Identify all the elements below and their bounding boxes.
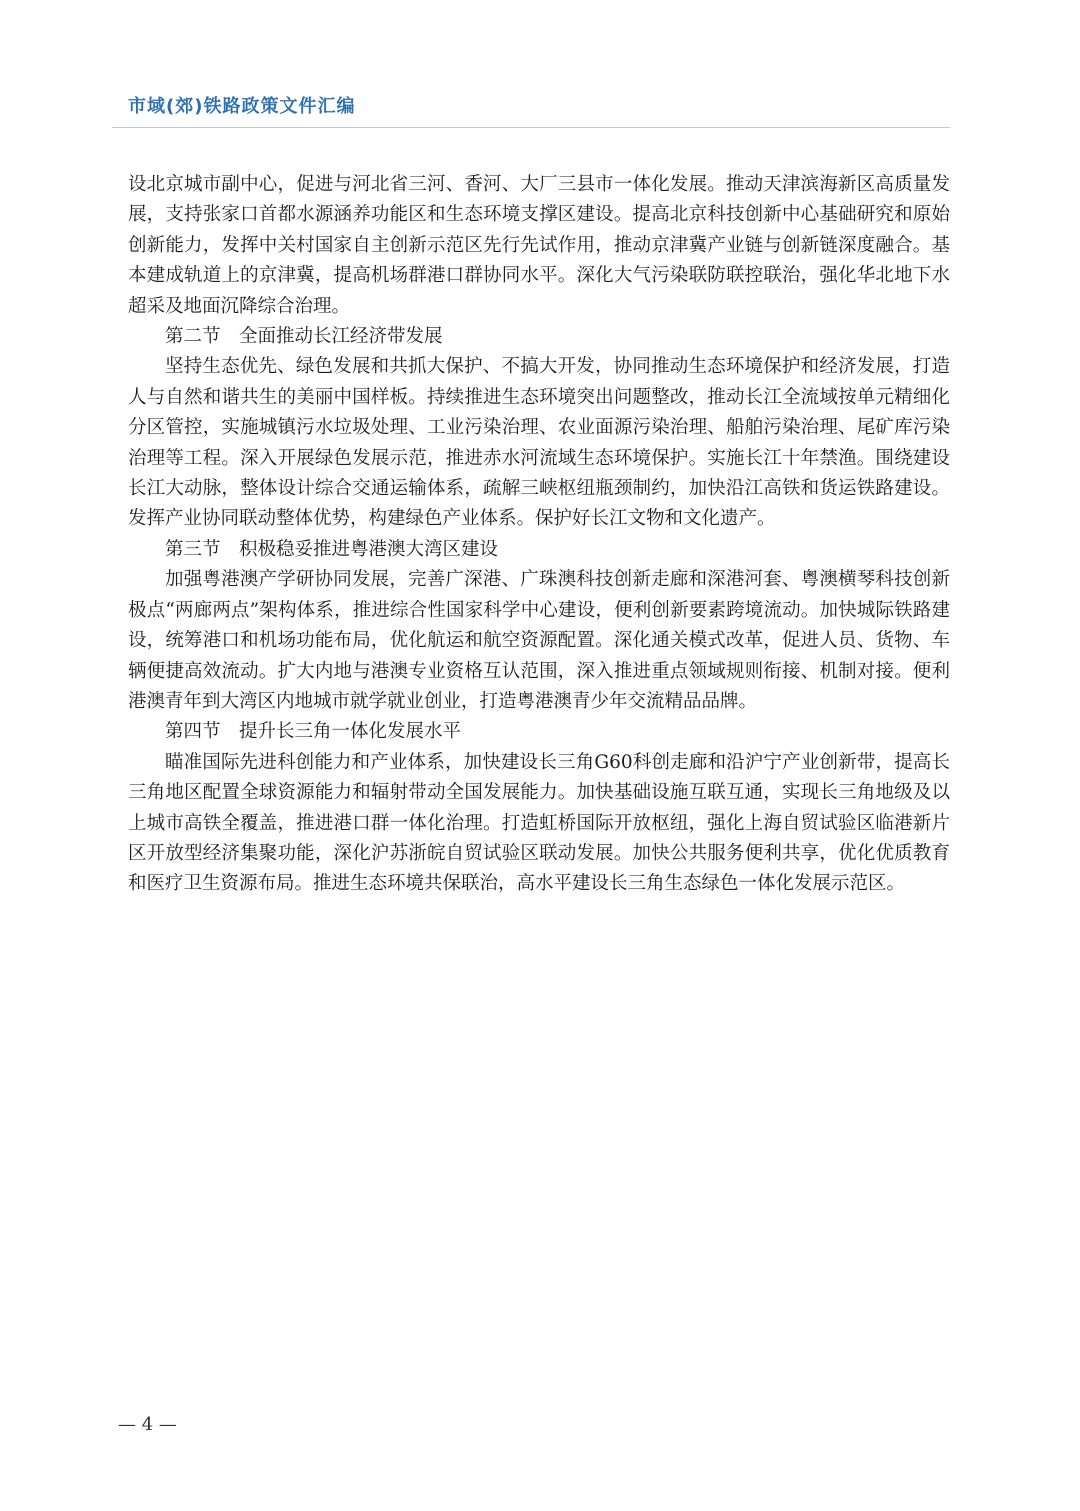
header-divider [112,127,950,128]
section-2-paragraph: 坚持生态优先、绿色发展和共抓大保护、不搞大开发，协同推动生态环境保护和经济发展，打造人与自然和谐共生的美丽中国样板。持续推进生态环境突出问题整改，推动长江全流域按单元精细化分区管控，实施城镇污水垃圾处理、工业污染治理、农业面源污染治理、船舶污染治理、尾矿库污染治理等工程。深入开展绿色发展示范，推进赤水河流域生态环境保护。实施长江十年禁渔。围绕建设长江大动脉，整体设计综合交通运输体系，疏解三峡枢纽瓶颈制约，加快沿江高铁和货运铁路建设。发挥产业协同联动整体优势，构建绿色产业体系。保护好长江文物和文化遗产。 [128,356,950,530]
section-heading-3: 第三节 积极稳妥推进粤港澳大湾区建设 [165,538,499,560]
page-number: — 4 — [118,1414,177,1435]
section-heading-4: 第四节 提升长三角一体化发展水平 [165,721,462,743]
section-4-paragraph: 瞄准国际先进科创能力和产业体系，加快建设长三角G60科创走廊和沿沪宁产业创新带，提高长三角地区配置全球资源能力和辐射带动全国发展能力。加快基础设施互联互通，实现长三角地级及以上城市高铁全覆盖，推进港口群一体化治理。打造虹桥国际开放枢纽，强化上海自贸试验区临港新片区开放型经济集聚功能，深化沪苏浙皖自贸试验区联动发展。加快公共服务便利共享，优化优质教育和医疗卫生资源布局。推进生态环境共保联治，高水平建设长三角生态绿色一体化发展示范区。 [128,751,950,895]
section-3-paragraph: 加强粤港澳产学研协同发展，完善广深港、广珠澳科技创新走廊和深港河套、粤澳横琴科技创新极点“两廊两点”架构体系，推进综合性国家科学中心建设，便利创新要素跨境流动。加快城际铁路建设，统筹港口和机场功能布局，优化航运和航空资源配置。深化通关模式改革，促进人员、货物、车辆便捷高效流动。扩大内地与港澳专业资格互认范围，深入推进重点领域规则衔接、机制对接。便利港澳青年到大湾区内地城市就学就业创业，打造粤港澳青少年交流精品品牌。 [128,569,950,712]
section-heading-2: 第二节 全面推动长江经济带发展 [165,326,443,348]
paragraph-continued: 设北京城市副中心，促进与河北省三河、香河、大厂三县市一体化发展。推动天津滨海新区高质量发展，支持张家口首都水源涵养功能区和生态环境支撑区建设。提高北京科技创新中心基础研究和原始创新能力，发挥中关村国家自主创新示范区先行先试作用，推动京津冀产业链与创新链深度融合。基本建成轨道上的京津冀，提高机场群港口群协同水平。深化大气污染联防联控联治，强化华北地下水超采及地面沉降综合治理。 [128,174,950,317]
document-body [128,170,950,900]
running-header-title: 市域(郊)铁路政策文件汇编 [128,96,356,117]
